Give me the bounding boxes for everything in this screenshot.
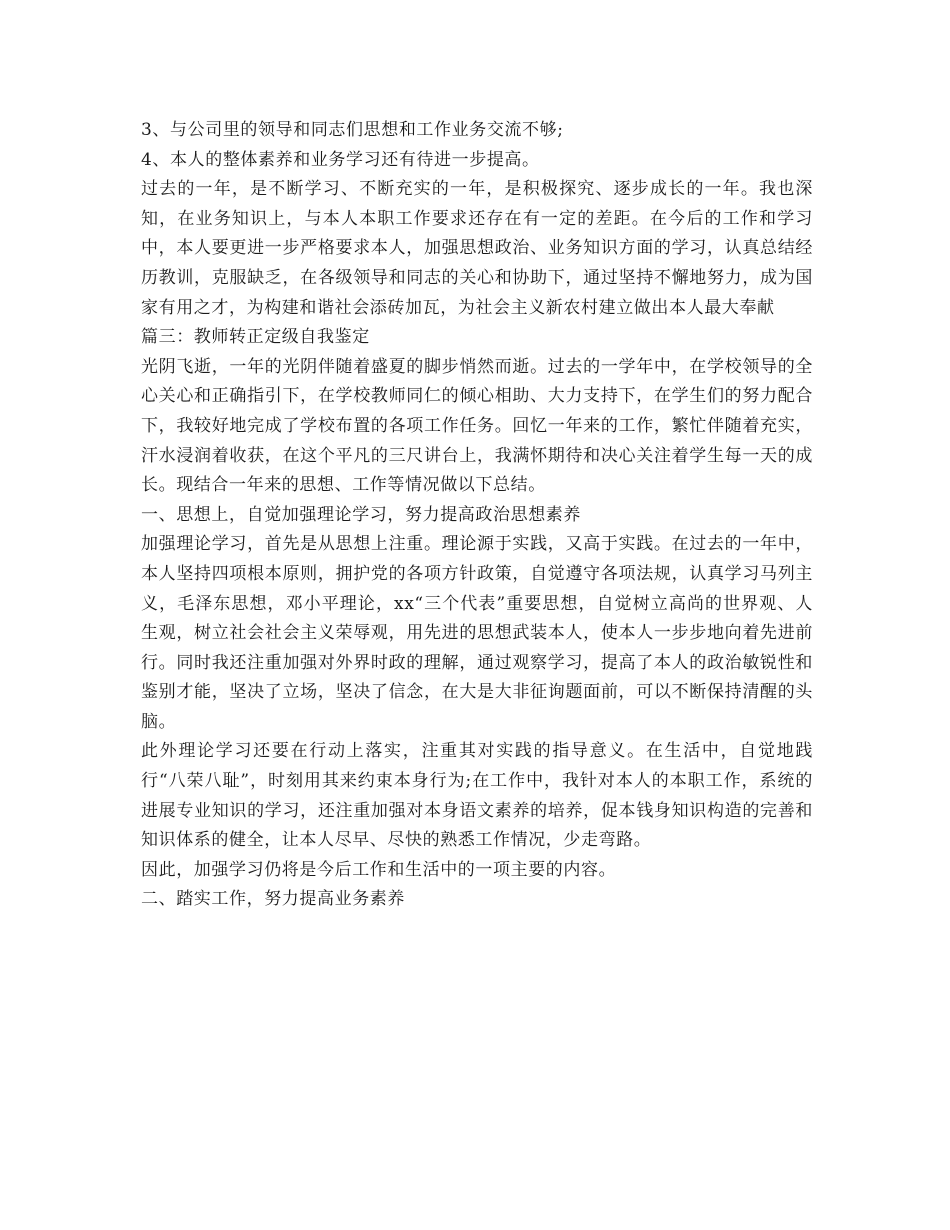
document-body <box>141 116 813 915</box>
subheading-ideology: 一、思想上，自觉加强理论学习，努力提高政治思想素养 <box>141 504 581 525</box>
practice-paragraph: 此外理论学习还要在行动上落实，注重其对实践的指导意义。在生活中，自觉地践行“八荣八耻”，时刻用其来约束本身行为;在工作中，我针对本人的本职工作，系统的进展专业知识的学习，还注重加强对本身语文素养的培养，促本钱身知识构造的完善和知识体系的健全，让本人尽早、尽快的熟悉工作情况，少走弯路。 <box>141 741 813 851</box>
theory-study-paragraph: 加强理论学习，首先是从思想上注重。理论源于实践，又高于实践。在过去的一年中，本人坚持四项根本原则，拥护党的各项方针政策，自觉遵守各项法规，认真学习马列主义，毛泽东思想，邓小平理论，xx“三个代表”重要思想，自觉树立高尚的世界观、人生观，树立社会社会主义荣辱观，用先进的思想武装本人，使本人一步步地向着先进前行。同时我还注重加强对外界时政的理解，通过观察学习，提高了本人的政治敏锐性和鉴别才能，坚决了立场，坚决了信念，在大是大非征询题面前，可以不断保持清醒的头脑。 <box>141 534 813 732</box>
conclusion-paragraph: 因此，加强学习仍将是今后工作和生活中的一项主要的内容。 <box>141 859 617 880</box>
summary-paragraph: 过去的一年，是不断学习、不断充实的一年，是积极探究、逐步成长的一年。我也深知，在业务知识上，与本人本职工作要求还存在有一定的差距。在今后的工作和学习中，本人要更进一步严格要求本人，加强思想政治、业务知识方面的学习，认真总结经历教训，克服缺乏，在各级领导和同志的关心和协助下，通过坚持不懈地努力，成为国家有用之才，为构建和谐社会添砖加瓦，为社会主义新农村建立做出本人最大奉献 <box>141 179 813 318</box>
section-heading-part-three: 篇三：教师转正定级自我鉴定 <box>141 327 370 348</box>
list-item-study: 4、本人的整体素养和业务学习还有待进一步提高。 <box>141 149 540 170</box>
list-item-communication: 3、与公司里的领导和同志们思想和工作业务交流不够; <box>141 120 564 140</box>
subheading-work: 二、踏实工作，努力提高业务素养 <box>141 889 405 910</box>
intro-paragraph: 光阴飞逝，一年的光阴伴随着盛夏的脚步悄然而逝。过去的一学年中，在学校领导的全心关心和正确指引下，在学校教师同仁的倾心相助、大力支持下，在学生们的努力配合下，我较好地完成了学校布置的各项工作任务。回忆一年来的工作，繁忙伴随着充实，汗水浸润着收获，在这个平凡的三尺讲台上，我满怀期待和决心关注着学生每一天的成长。现结合一年来的思想、工作等情况做以下总结。 <box>141 356 813 496</box>
